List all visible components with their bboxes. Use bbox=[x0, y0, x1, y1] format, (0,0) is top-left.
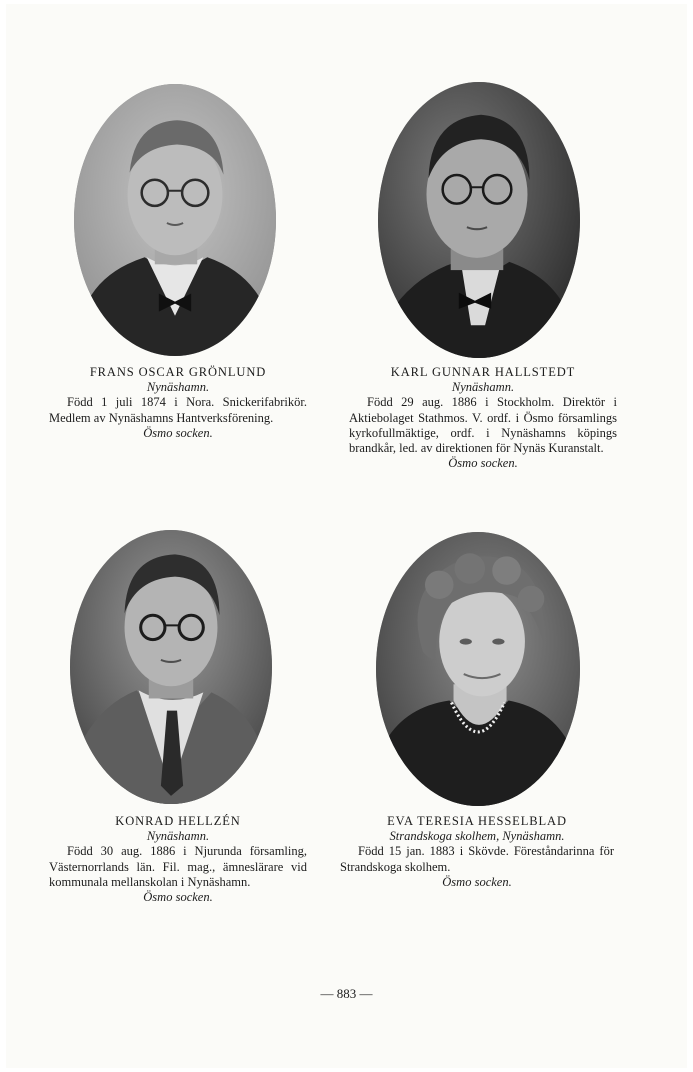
person-bio: Född 1 juli 1874 i Nora. Snickerifabrikör. Medlem av Nynäshamns Hantverksförening. bbox=[49, 395, 307, 425]
person-bio: Född 29 aug. 1886 i Stockholm. Direktör i Aktiebolaget Stathmos. V. ordf. i Ösmo församlings kyrkofullmäktige, ordf. i Nynäshamns köpings brandkår, led. av direktionen för Nynäs Kuranstalt. bbox=[349, 395, 617, 456]
person-name: KARL GUNNAR HALLSTEDT bbox=[390, 365, 576, 379]
person-bio: Född 30 aug. 1886 i Njurunda församling, Västernorrlands län. Fil. mag., ämneslärare vid kommunala mellanskolan i Nynäshamn. bbox=[49, 844, 307, 889]
person-location: Nynäshamn. bbox=[451, 380, 515, 395]
person-bio: Född 15 jan. 1883 i Skövde. Föreståndarinna för Strandskoga skolhem. bbox=[340, 844, 614, 874]
person-parish: Ösmo socken. bbox=[442, 874, 512, 889]
person-location: Nynäshamn. bbox=[146, 829, 210, 844]
person-parish: Ösmo socken. bbox=[448, 456, 518, 471]
caption-hellzen bbox=[49, 814, 307, 905]
person-name: KONRAD HELLZÉN bbox=[115, 814, 241, 828]
portrait-hellzen bbox=[70, 530, 272, 804]
portrait-hesselblad bbox=[376, 532, 580, 806]
person-name: EVA TERESIA HESSELBLAD bbox=[387, 814, 567, 828]
page-number: — 883 — bbox=[320, 986, 373, 1001]
portrait-image bbox=[70, 530, 272, 804]
portrait-gronlund bbox=[74, 84, 276, 356]
portrait-image bbox=[376, 532, 580, 806]
caption-hallstedt bbox=[349, 365, 617, 471]
person-location: Nynäshamn. bbox=[146, 380, 210, 395]
person-parish: Ösmo socken. bbox=[143, 425, 213, 440]
portrait-hallstedt bbox=[378, 82, 580, 358]
portrait-image bbox=[378, 82, 580, 358]
page bbox=[6, 4, 687, 1068]
caption-hesselblad bbox=[340, 814, 614, 890]
person-location: Strandskoga skolhem, Nynäshamn. bbox=[389, 829, 565, 844]
person-parish: Ösmo socken. bbox=[143, 890, 213, 905]
portrait-image bbox=[74, 84, 276, 356]
person-name: FRANS OSCAR GRÖNLUND bbox=[89, 365, 267, 379]
caption-gronlund bbox=[49, 365, 307, 441]
